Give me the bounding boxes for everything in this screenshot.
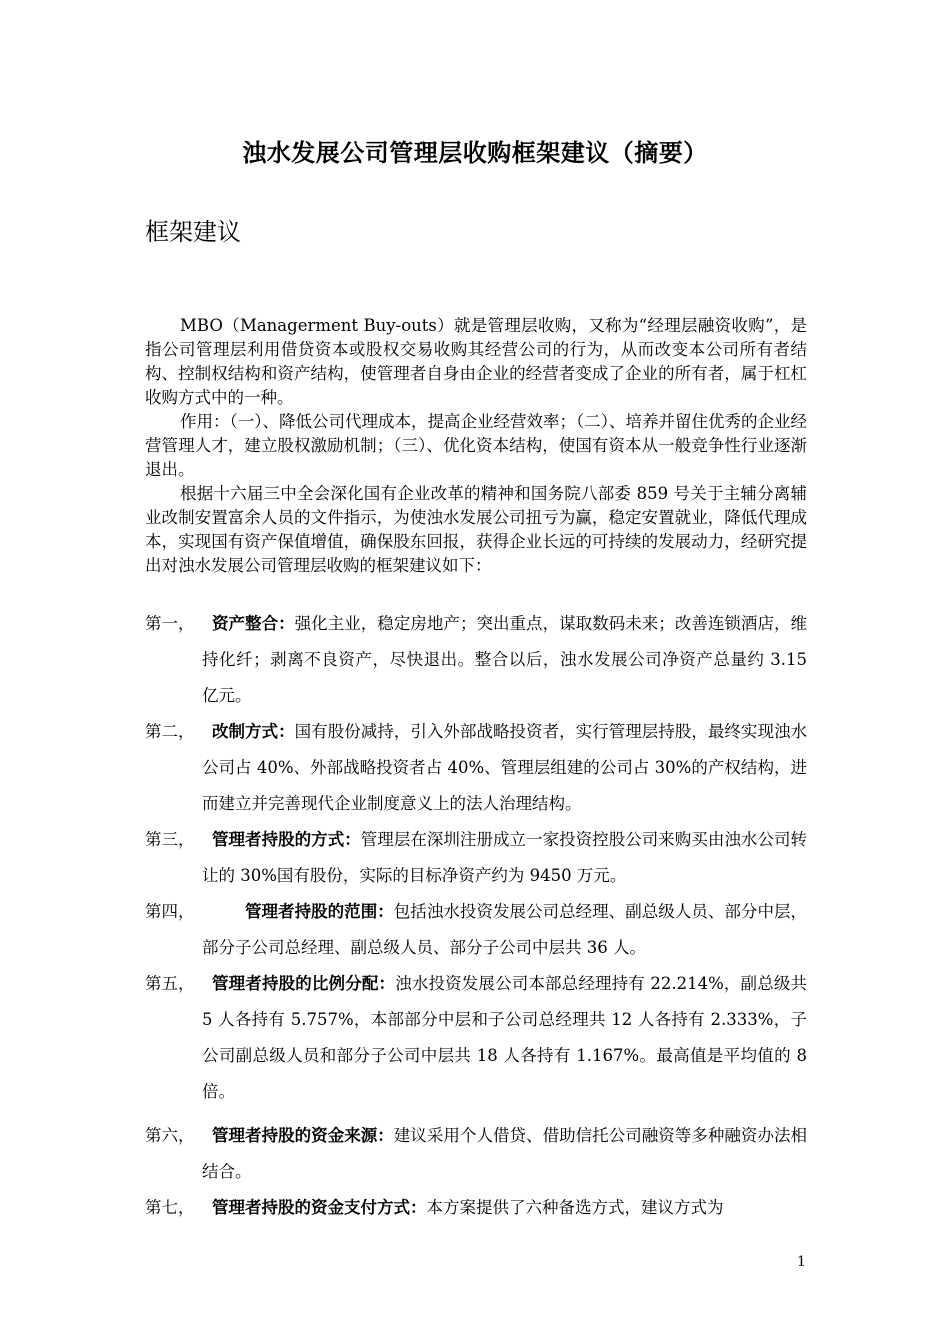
item-content [145, 714, 807, 822]
item-label: 资产整合： [212, 614, 295, 633]
item-text: 建议采用个人借贷、借助信托公司融资等多种融资办法相结合。 [202, 1126, 808, 1181]
item-label: 管理者持股的方式： [212, 830, 361, 849]
item-content [145, 966, 807, 1110]
list-item [145, 966, 807, 1110]
item-number: 第五， [145, 974, 195, 993]
item-label: 改制方式： [212, 722, 295, 741]
item-text: 管理层在深圳注册成立一家投资控股公司来购买由浊水公司转让的 30%国有股份，实际的目标净资产约为 9450 万元。 [202, 830, 808, 885]
item-number: 第一， [145, 614, 195, 633]
item-content [145, 1118, 807, 1190]
document-title: 浊水发展公司管理层收购框架建议（摘要） [242, 139, 708, 167]
list-item [145, 1190, 807, 1226]
intro-paragraph-purpose: 作用：（一）、降低公司代理成本，提高企业经营效率；（二）、培养并留住优秀的企业经营管理人才，建立股权激励机制；（三）、优化资本结构，使国有资本从一般竞争性行业逐渐退出。 [145, 412, 807, 479]
item-number: 第三， [145, 830, 195, 849]
item-number: 第七， [145, 1198, 195, 1217]
list-item [145, 894, 807, 966]
list-item [145, 822, 807, 894]
item-text: 本方案提供了六种备选方式，建议方式为 [426, 1198, 724, 1217]
item-text: 浊水投资发展公司本部总经理持有 22.214%，副总级共 5 人各持有 5.757%，本部部分中层和子公司总经理共 12 人各持有 2.333%，子公司副总级人员和部分子公司中层共 18 人各持有 1.167%。最高值是平均值的 8 倍。 [202, 974, 807, 1101]
item-text: 包括浊水投资发展公司总经理、副总级人员、部分中层，部分子公司总经理、副总级人员、部分子公司中层共 36 人。 [202, 902, 808, 957]
item-label: 管理者持股的范围： [245, 902, 394, 921]
item-label: 管理者持股的资金支付方式： [212, 1198, 427, 1217]
item-content [145, 606, 807, 714]
intro-paragraph-basis: 根据十六届三中全会深化国有企业改革的精神和国务院八部委 859 号关于主辅分离辅业改制安置富余人员的文件指示，为使浊水发展公司扭亏为赢，稳定安置就业，降低代理成本，实现国有资产保值增值，确保股东回报，获得企业长远的可持续的发展动力，经研究提出对浊水发展公司管理层收购的框架建议如下： [145, 484, 807, 575]
list-item [145, 714, 807, 822]
item-content [145, 1190, 807, 1226]
item-number: 第四， [145, 902, 195, 921]
section-heading: 框架建议 [145, 218, 241, 246]
item-text: 强化主业，稳定房地产；突出重点，谋取数码未来；改善连锁酒店，维持化纤；剥离不良资产，尽快退出。整合以后，浊水发展公司净资产总量约 3.15 亿元。 [202, 614, 808, 705]
list-item [145, 1118, 807, 1190]
page-number: 1 [797, 1254, 806, 1270]
list-item [145, 606, 807, 714]
item-number: 第二， [145, 722, 195, 741]
item-content [145, 894, 807, 966]
item-label: 管理者持股的比例分配： [212, 974, 396, 993]
item-content [145, 822, 807, 894]
item-label: 管理者持股的资金来源： [212, 1126, 394, 1145]
item-text: 国有股份减持，引入外部战略投资者，实行管理层持股，最终实现浊水公司占 40%、外部战略投资者占 40%、管理层组建的公司占 30%的产权结构，进而建立并完善现代企业制度意义上的法人治理结构。 [202, 722, 808, 813]
intro-paragraph-mbo: MBO（Managerment Buy-outs）就是管理层收购，又称为“经理层融资收购”，是指公司管理层利用借贷资本或股权交易收购其经营公司的行为，从而改变本公司所有者结构、控制权结构和资产结构，使管理者自身由企业的经营者变成了企业的所有者，属于杠杠收购方式中的一种。 [145, 316, 807, 407]
item-number: 第六， [145, 1126, 195, 1145]
